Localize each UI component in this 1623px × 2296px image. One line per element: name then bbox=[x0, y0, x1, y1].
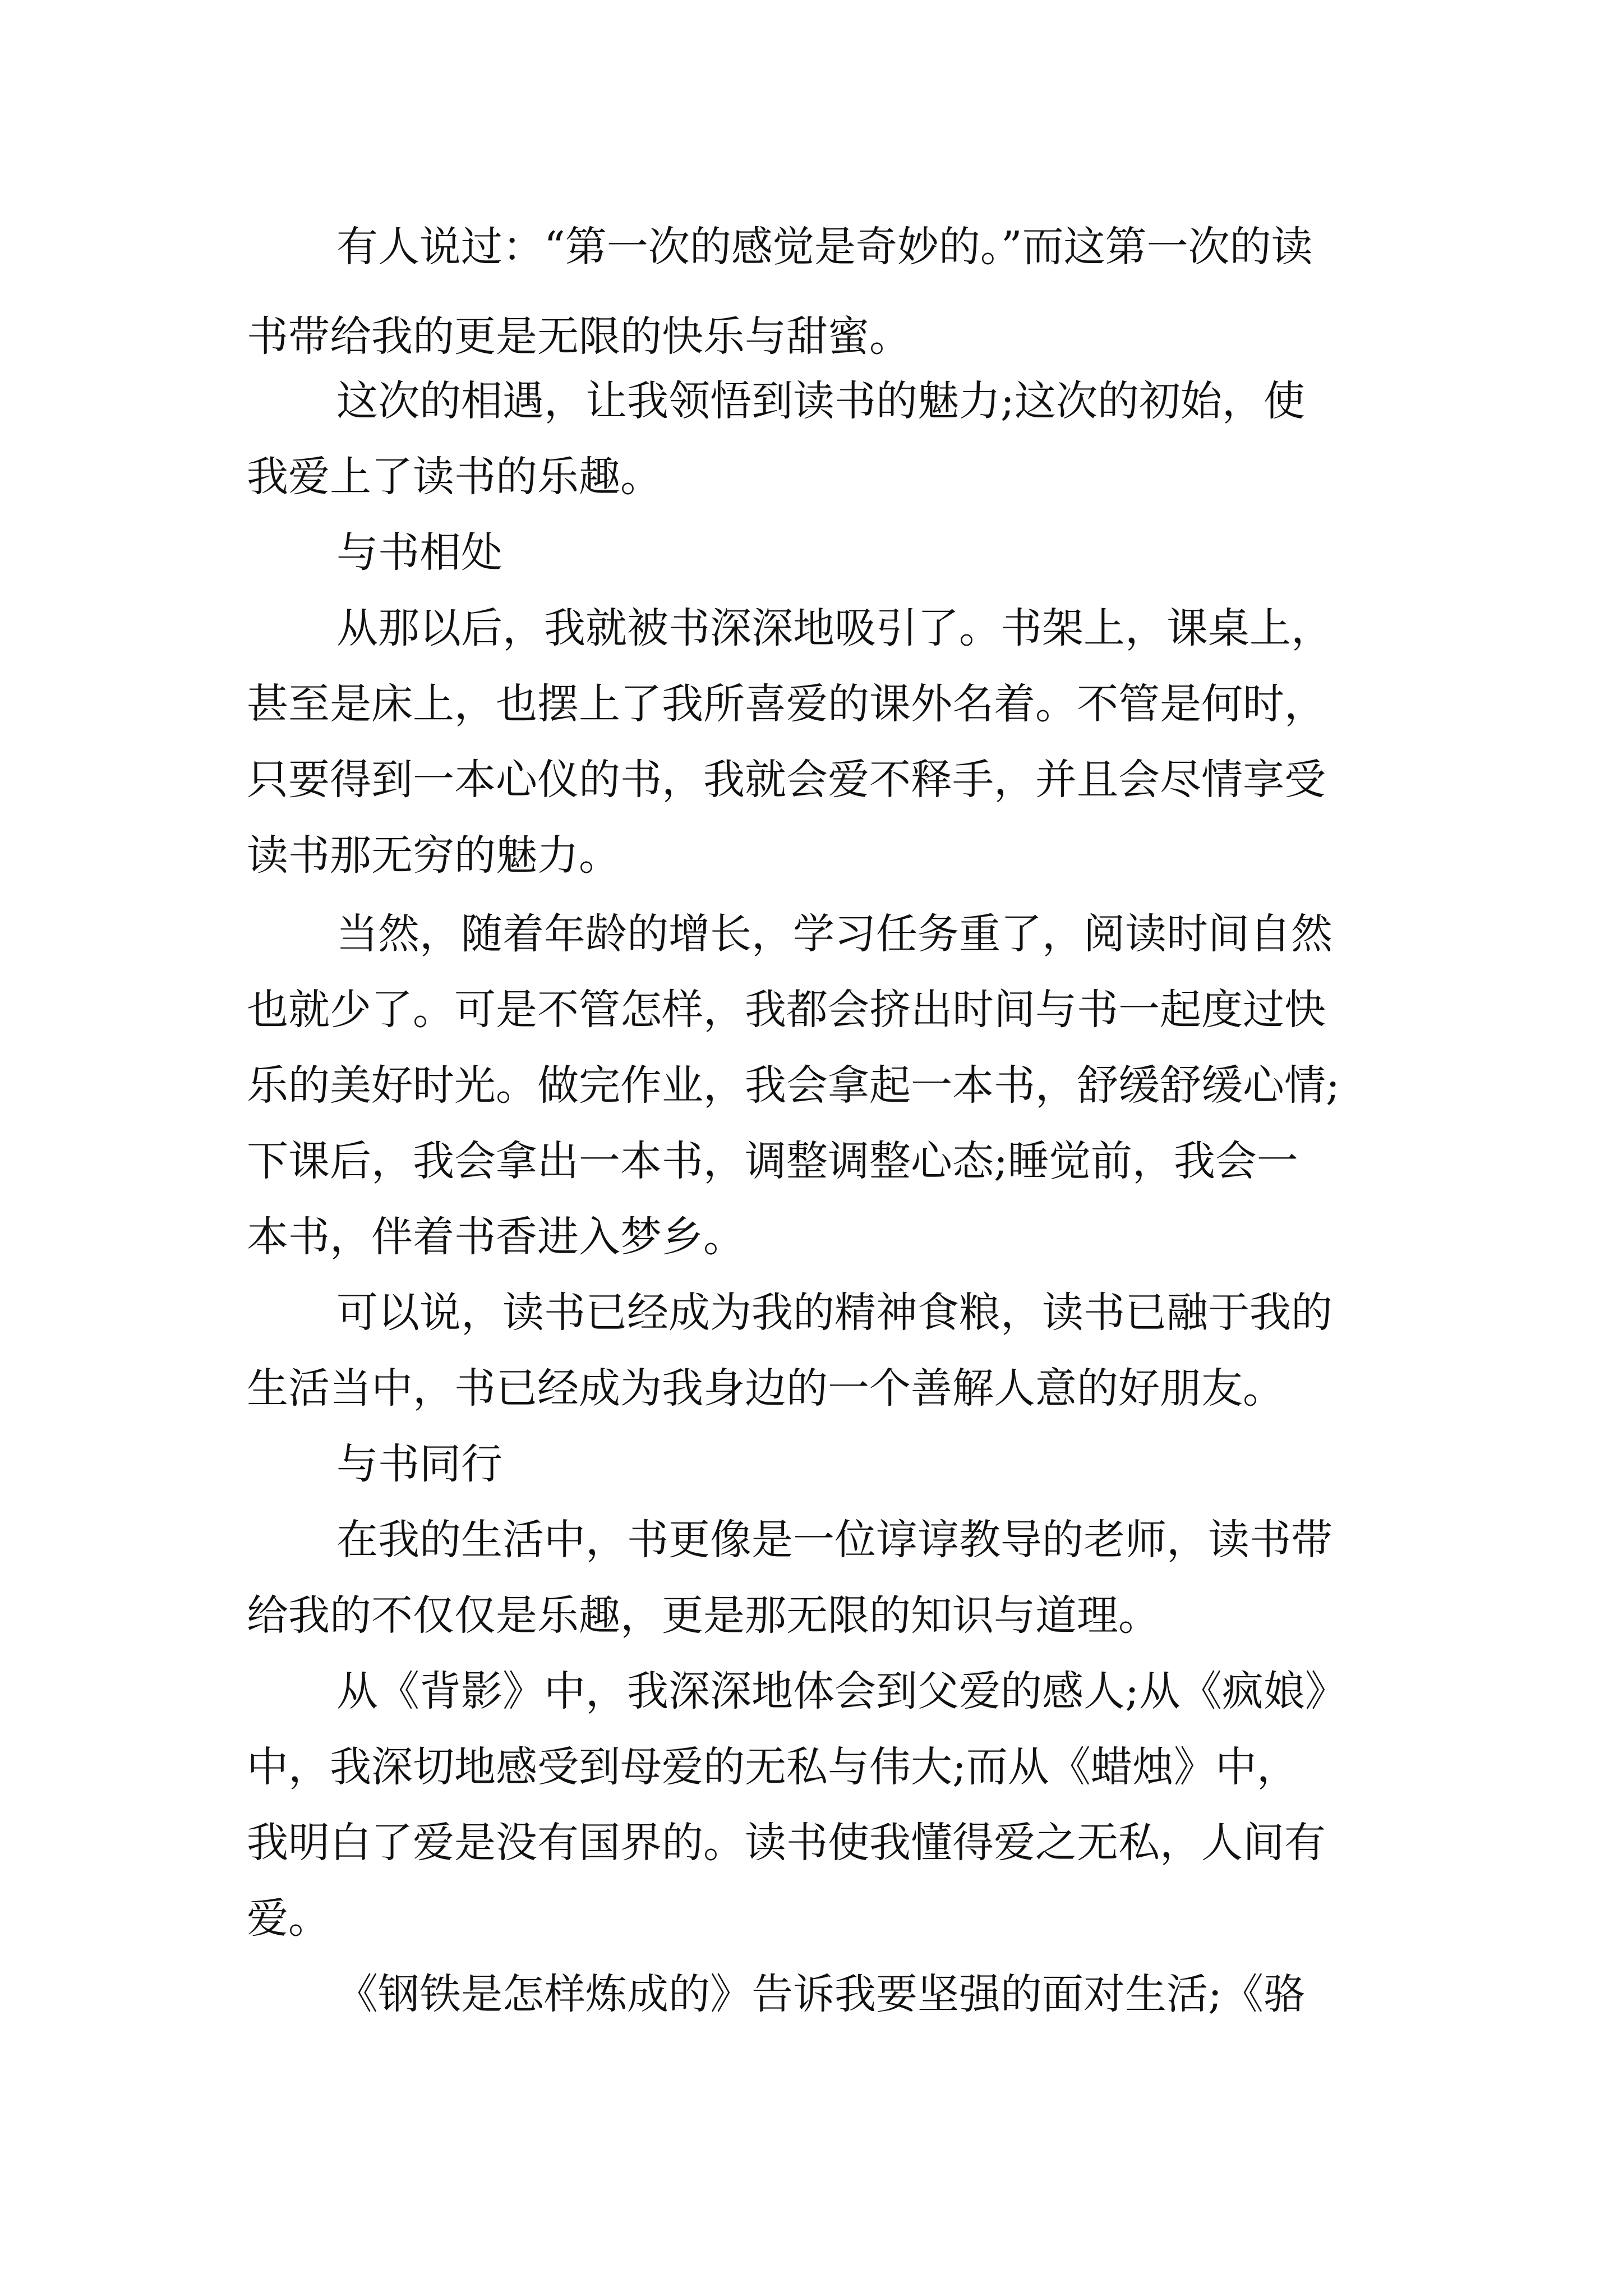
text-line: 只要得到一本心仪的书，我就会爱不释手，并且会尽情享受 bbox=[247, 756, 1326, 804]
text-line: 这次的相遇，让我领悟到读书的魅力;这次的初始，使 bbox=[336, 377, 1305, 425]
text-line: 我爱上了读书的乐趣。 bbox=[247, 453, 662, 501]
text-line: 读书那无穷的魅力。 bbox=[247, 831, 620, 880]
text-line: 乐的美好时光。做完作业，我会拿起一本书，舒缓舒缓心情; bbox=[247, 1061, 1340, 1110]
text-line: 在我的生活中，书更像是一位谆谆教导的老师，读书带 bbox=[336, 1516, 1332, 1564]
text-line: 下课后，我会拿出一本书，调整调整心态;睡觉前，我会一 bbox=[247, 1137, 1298, 1185]
text-line: 也就少了。可是不管怎样，我都会挤出时间与书一起度过快 bbox=[247, 986, 1326, 1034]
section-heading: 与书同行 bbox=[336, 1440, 502, 1488]
text-line: 甚至是床上，也摆上了我所喜爱的课外名着。不管是何时， bbox=[247, 680, 1326, 728]
text-line: 当然，随着年龄的增长，学习任务重了，阅读时间自然 bbox=[336, 910, 1332, 958]
text-line: 有人说过：“第一次的感觉是奇妙的。”而这第一次的读 bbox=[336, 223, 1313, 271]
text-line: 可以说，读书已经成为我的精神食粮，读书已融于我的 bbox=[336, 1289, 1332, 1337]
text-line: 从那以后，我就被书深深地吸引了。书架上，课桌上， bbox=[336, 604, 1332, 652]
text-line: 书带给我的更是无限的快乐与甜蜜。 bbox=[247, 312, 911, 361]
text-line: 爱。 bbox=[247, 1894, 330, 1943]
text-line: 《钢铁是怎样炼成的》告诉我要坚强的面对生活;《骆 bbox=[336, 1970, 1305, 2018]
text-line: 给我的不仅仅是乐趣，更是那无限的知识与道理。 bbox=[247, 1591, 1160, 1640]
text-line: 我明白了爱是没有国界的。读书使我懂得爱之无私，人间有 bbox=[247, 1819, 1326, 1867]
text-line: 生活当中，书已经成为我身边的一个善解人意的好朋友。 bbox=[247, 1364, 1284, 1412]
text-line: 本书，伴着书香进入梦乡。 bbox=[247, 1213, 745, 1261]
text-line: 中，我深切地感受到母爱的无私与伟大;而从《蜡烛》中， bbox=[247, 1743, 1298, 1791]
text-line: 从《背影》中，我深深地体会到父爱的感人;从《疯娘》 bbox=[336, 1667, 1347, 1715]
section-heading: 与书相处 bbox=[336, 528, 502, 577]
